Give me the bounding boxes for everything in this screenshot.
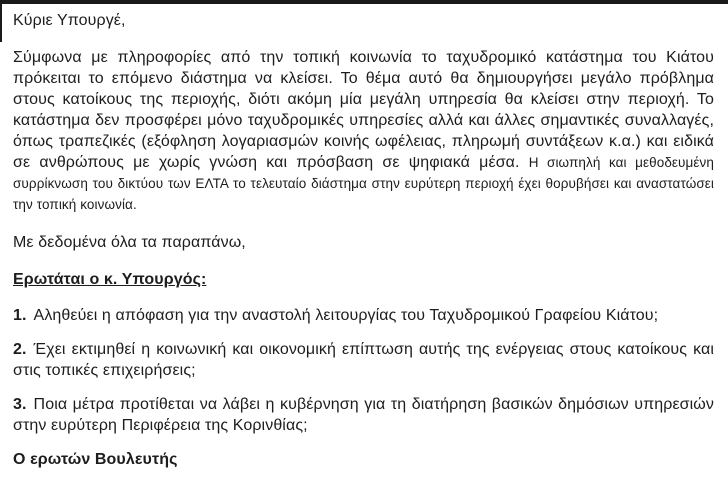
signature-line: Ο ερωτών Βουλευτής (13, 451, 178, 468)
question-heading: Ερωτάται ο κ. Υπουργός: (13, 271, 207, 288)
question-2 (13, 339, 714, 381)
letter-body (0, 4, 728, 470)
question-1 (13, 305, 714, 326)
small-note-text: Η σιωπηλή και μεθοδευμένη συρρίκνωση του δικτύου των ΕΛΤΑ το τελευταίο διάστημα στην ευρύτερη περιοχή έχει θορυβήσει και αναστατώσει την τοπική κοινωνία. (13, 155, 714, 212)
question-3 (13, 394, 714, 436)
question-1-number: 1. (13, 307, 27, 324)
lead-in-line: Με δεδομένα όλα τα παραπάνω, (13, 234, 246, 251)
question-1-text: Αληθεύει η απόφαση για την αναστολή λειτουργίας του Ταχυδρομικού Γραφείου Κιάτου; (33, 307, 659, 324)
question-3-number: 3. (13, 396, 27, 413)
question-2-number: 2. (13, 341, 27, 358)
salutation: Κύριε Υπουργέ, (13, 12, 126, 29)
question-3-text: Ποια μέτρα προτίθεται να λάβει η κυβέρνηση για τη διατήρηση βασικών δημόσιων υπηρεσιών στην ευρύτερη Περιφέρεια της Κορινθίας; (13, 396, 714, 434)
question-2-text: Έχει εκτιμηθεί η κοινωνική και οικονομική επίπτωση αυτής της ενέργειας στους κατοίκους και στις τοπικές επιχειρήσεις; (13, 341, 714, 379)
main-paragraph-text: Σύμφωνα με πληροφορίες από την τοπική κοινωνία το ταχυδρομικό κατάστημα του Κιάτου πρόκειται το επόμενο διάστημα να κλείσει. Το θέμα αυτό θα δημιουργήσει μεγάλο πρόβλημα στους κατοίκους της περιοχής, διότι ακόμη μία μεγάλη υπηρεσία θα κλείσει στην περιοχή. Το κατάστημα δεν προσφέρει μόνο ταχυδρομικές υπηρεσίες αλλά και άλλες σημαντικές συναλλαγές, όπως τραπεζικές (εξόφληση λογαριασμών κοινής ωφέλειας, πληρωμή συντάξεων κ.α.) και ειδικά σε ανθρώπους με χωρίς γνώση και πρόσβαση σε ψηφιακά μέσα. (13, 49, 714, 171)
main-paragraph (13, 47, 714, 215)
